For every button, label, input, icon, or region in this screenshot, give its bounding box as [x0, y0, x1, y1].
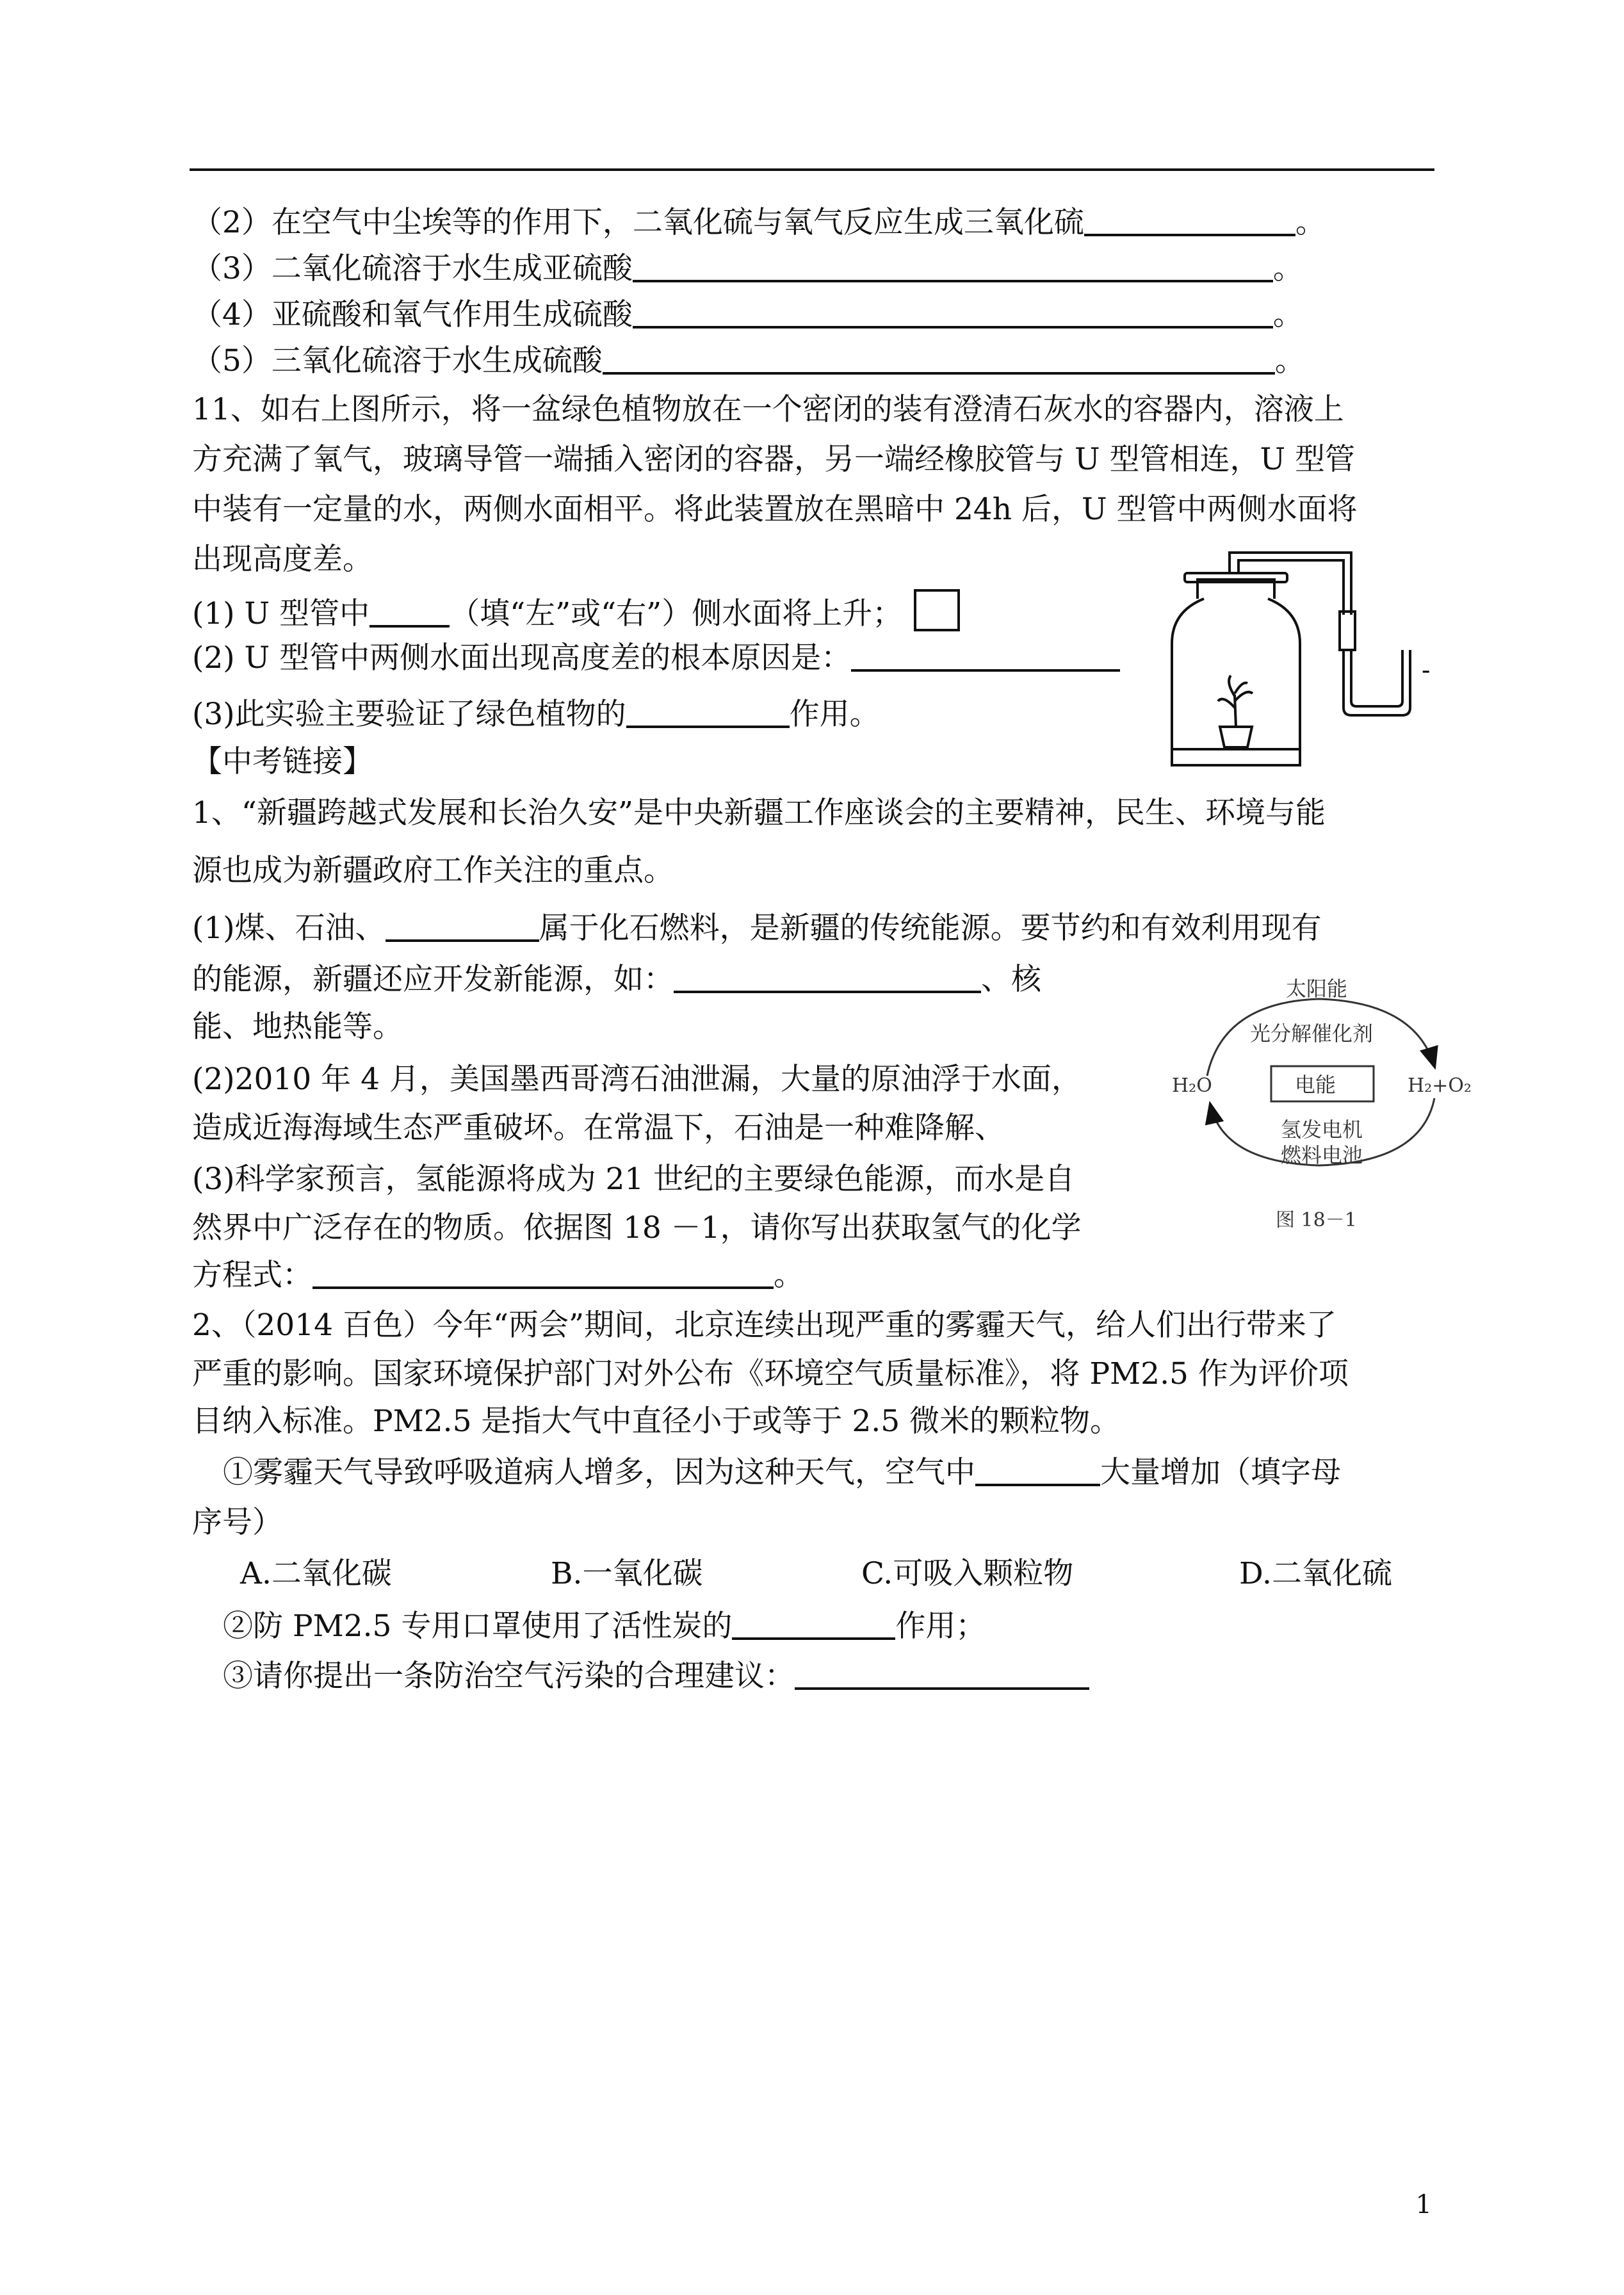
- link-q1-sub3-cont: 然界中广泛存在的物质。依据图 18 －1，请你写出获取氢气的化学: [192, 1210, 1082, 1245]
- option-c[interactable]: C.可吸入颗粒物: [861, 1556, 1074, 1591]
- answer-blank[interactable]: [633, 252, 1273, 282]
- answer-blank[interactable]: [313, 1258, 774, 1289]
- answer-blank[interactable]: [732, 1609, 895, 1640]
- answer-blank[interactable]: [386, 911, 539, 942]
- option-b[interactable]: B.一氧化碳: [551, 1556, 703, 1591]
- link-q1-line2: 源也成为新疆政府工作关注的重点。: [192, 853, 674, 888]
- q10-part3: （3）二氧化硫溶于水生成亚硫酸 。: [192, 251, 1303, 286]
- option-a[interactable]: A.二氧化碳: [240, 1556, 392, 1591]
- q10-part2: （2）在空气中尘埃等的作用下，二氧化硫与氧气反应生成三氧化硫 。: [192, 205, 1326, 240]
- q10-part4: （4）亚硫酸和氧气作用生成硫酸 。: [192, 297, 1303, 332]
- link-q2-line3: 目纳入标准。PM2.5 是指大气中直径小于或等于 2.5 微米的颗粒物。: [192, 1404, 1121, 1439]
- link-q1-sub1: (1)煤、石油、 属于化石燃料，是新疆的传统能源。要节约和有效利用现有: [192, 911, 1322, 946]
- diagram-electric: 电能: [1295, 1073, 1336, 1097]
- link-q1-sub3-end: 方程式： 。: [192, 1258, 804, 1293]
- link-q2-line2: 严重的影响。国家环境保护部门对外公布《环境空气质量标准》，将 PM2.5 作为评价项: [192, 1356, 1349, 1391]
- diagram-sun: 太阳能: [1286, 977, 1348, 1001]
- link-q1-sub2: (2)2010 年 4 月，美国墨西哥湾石油泄漏，大量的原油浮于水面，: [192, 1062, 1082, 1097]
- answer-blank[interactable]: [851, 641, 1120, 672]
- answer-box[interactable]: [914, 589, 960, 631]
- link-q1-line1: 1、“新疆跨越式发展和长治久安”是中央新疆工作座谈会的主要精神，民生、环境与能: [192, 795, 1326, 831]
- apparatus-dash: -: [1422, 656, 1431, 685]
- q11-line1: 11、如右上图所示，将一盆绿色植物放在一个密闭的装有澄清石灰水的容器内，溶液上: [192, 392, 1344, 427]
- apparatus-figure: [1159, 547, 1441, 778]
- diagram-generator: 氢发电机: [1281, 1117, 1363, 1142]
- answer-blank[interactable]: [633, 298, 1273, 328]
- hydrogen-cycle-diagram: [1172, 970, 1486, 1239]
- link-q2-sub2: ②防 PM2.5 专用口罩使用了活性炭的 作用；: [223, 1609, 986, 1644]
- q11-sub2: (2) U 型管中两侧水面出现高度差的根本原因是：: [192, 639, 1120, 677]
- diagram-catalyst: 光分解催化剂: [1250, 1021, 1374, 1046]
- link-q1-sub3: (3)科学家预言，氢能源将成为 21 世纪的主要绿色能源，而水是自: [192, 1162, 1075, 1197]
- diagram-h2o: H₂O: [1172, 1075, 1212, 1097]
- page-number: 1: [1415, 2190, 1432, 2219]
- q11-sub3: (3)此实验主要验证了绿色植物的 作用。: [192, 697, 880, 732]
- answer-blank[interactable]: [795, 1659, 1089, 1690]
- link-q1-sub1-cont: 的能源，新疆还应开发新能源，如： 、核: [192, 962, 1041, 997]
- diagram-fuelcell: 燃料电池: [1281, 1143, 1363, 1167]
- q11-line2: 方充满了氧气，玻璃导管一端插入密闭的容器，另一端经橡胶管与 U 型管相连，U 型管: [192, 442, 1356, 477]
- link-heading: 【中考链接】: [192, 744, 373, 779]
- answer-blank[interactable]: [975, 1456, 1100, 1486]
- answer-blank[interactable]: [1084, 206, 1295, 236]
- option-d[interactable]: D.二氧化硫: [1239, 1556, 1392, 1591]
- link-q2-sub1-cont: 序号）: [192, 1505, 282, 1540]
- answer-blank[interactable]: [369, 597, 450, 628]
- header-rule: [190, 168, 1434, 171]
- link-q2-line1: 2、（2014 百色）今年“两会”期间，北京连续出现严重的雾霾天气，给人们出行带来了: [192, 1308, 1337, 1343]
- q11-sub1: (1) U 型管中 （填“左”或“右”）侧水面将上升；: [192, 589, 960, 628]
- diagram-h2-o2: H₂+O₂: [1408, 1075, 1472, 1097]
- answer-blank[interactable]: [674, 962, 981, 993]
- link-q1-sub2-cont: 造成近海海域生态严重破坏。在常温下，石油是一种难降解、: [192, 1110, 1005, 1146]
- link-q1-sub1-end: 能、地热能等。: [192, 1009, 403, 1044]
- q11-line4: 出现高度差。: [192, 542, 373, 577]
- diagram-caption: 图 18－1: [1276, 1209, 1357, 1231]
- answer-blank[interactable]: [603, 344, 1275, 375]
- link-q2-sub3: ③请你提出一条防治空气污染的合理建议：: [223, 1657, 1089, 1696]
- answer-blank[interactable]: [626, 697, 790, 728]
- link-q2-sub1: ①雾霾天气导致呼吸道病人增多，因为这种天气，空气中 大量增加（填字母: [223, 1455, 1341, 1490]
- q11-line3: 中装有一定量的水，两侧水面相平。将此装置放在黑暗中 24h 后，U 型管中两侧水面将: [192, 492, 1358, 527]
- q10-part5: （5）三氧化硫溶于水生成硫酸 。: [192, 343, 1305, 378]
